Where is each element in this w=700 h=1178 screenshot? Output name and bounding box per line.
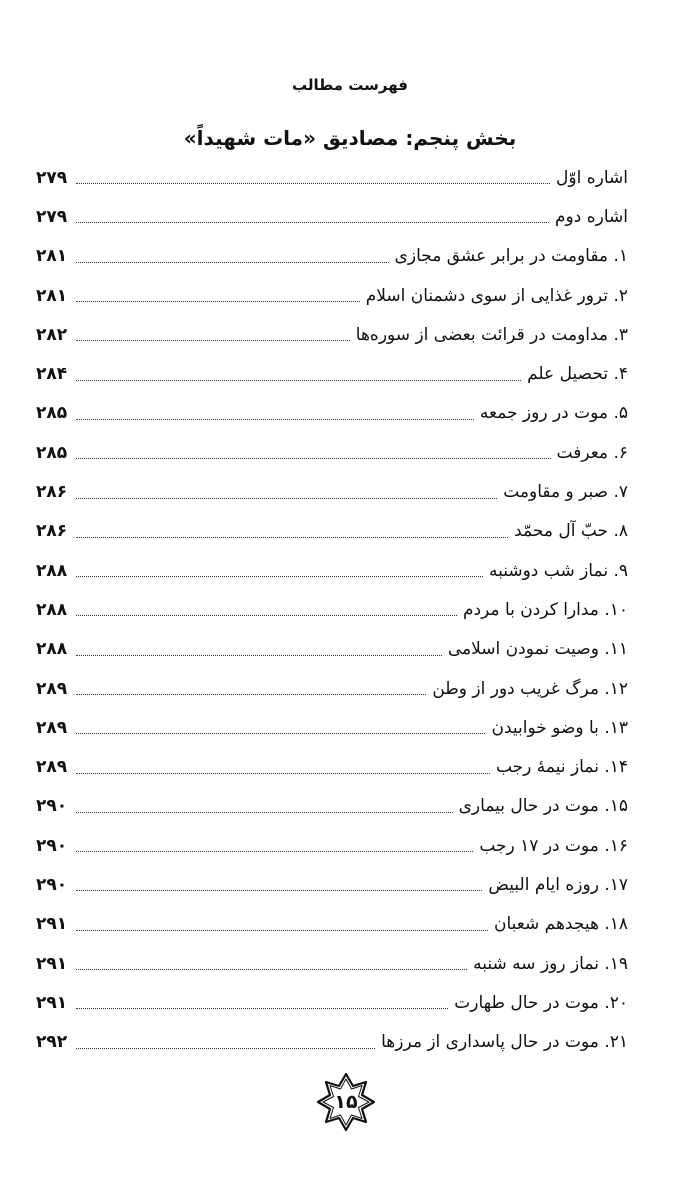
toc-dot-leader	[76, 812, 453, 813]
toc-entry	[36, 983, 628, 1022]
toc-entry-page: ۲۹۱	[36, 953, 68, 974]
toc-dot-leader	[76, 537, 508, 538]
toc-entry-title: ۱۲. مرگ غریب دور از وطن	[428, 679, 628, 699]
toc-entry	[36, 512, 628, 551]
toc-entry-page: ۲۸۹	[36, 757, 68, 778]
toc-entry	[36, 158, 628, 197]
toc-entry	[36, 747, 628, 786]
toc-entry-title: ۱۶. موت در ۱۷ رجب	[475, 836, 628, 856]
toc-entry-title: ۶. معرفت	[553, 443, 628, 463]
toc-entry-title: ۱۴. نماز نیمهٔ رجب	[492, 757, 628, 777]
toc-entry-page: ۲۸۴	[36, 364, 68, 385]
toc-dot-leader	[76, 340, 350, 341]
toc-entry-title: ۸. حبّ آل محمّد	[510, 521, 628, 541]
toc-dot-leader	[76, 655, 442, 656]
toc-dot-leader	[76, 969, 467, 970]
toc-entry-title: ۱۳. با وضو خوابیدن	[487, 718, 628, 738]
toc-entry-title: ۵. موت در روز جمعه	[476, 403, 628, 423]
toc-dot-leader	[76, 890, 482, 891]
toc-entry-page: ۲۸۵	[36, 403, 68, 424]
toc-entry	[36, 865, 628, 904]
toc-entry-title: ۴. تحصیل علم	[523, 364, 628, 384]
toc-entry-title: اشاره اوّل	[552, 168, 628, 188]
toc-entry	[36, 354, 628, 393]
toc-entry-page: ۲۷۹	[36, 206, 68, 227]
toc-dot-leader	[76, 1008, 448, 1009]
toc-entry-page: ۲۸۶	[36, 521, 68, 542]
toc-entry-page: ۲۸۱	[36, 285, 68, 306]
toc-dot-leader	[76, 301, 360, 302]
page-number: ۱۵	[334, 1091, 358, 1113]
toc-entry	[36, 1023, 628, 1062]
toc-entry	[36, 669, 628, 708]
toc-entry-title: اشاره دوم	[551, 207, 628, 227]
toc-entry	[36, 708, 628, 747]
toc-entry	[36, 394, 628, 433]
page-number-ornament	[314, 1070, 378, 1134]
toc-entry-title: ۱۱. وصیت نمودن اسلامی	[444, 639, 628, 659]
toc-entry	[36, 905, 628, 944]
toc-entry-page: ۲۹۰	[36, 796, 68, 817]
toc-entry-page: ۲۸۲	[36, 324, 68, 345]
toc-entry-page: ۲۸۱	[36, 246, 68, 267]
toc-dot-leader	[76, 458, 551, 459]
toc-entry-title: ۱۵. موت در حال بیماری	[455, 796, 628, 816]
toc-entry-title: ۲۱. موت در حال پاسداری از مرزها	[377, 1032, 628, 1052]
toc-entry	[36, 276, 628, 315]
toc-entry-page: ۲۹۱	[36, 992, 68, 1013]
toc-entry-title: ۹. نماز شب دوشنبه	[485, 561, 628, 581]
toc-entry	[36, 944, 628, 983]
toc-entry	[36, 197, 628, 236]
toc-entry-title: ۳. مداومت در قرائت بعضی از سوره‌ها	[352, 325, 628, 345]
toc-entry-page: ۲۹۲	[36, 1032, 68, 1053]
toc-entry	[36, 551, 628, 590]
table-of-contents	[36, 158, 628, 1062]
toc-entry-title: ۲۰. موت در حال طهارت	[450, 993, 628, 1013]
toc-entry-page: ۲۸۸	[36, 599, 68, 620]
toc-dot-leader	[76, 576, 483, 577]
toc-entry	[36, 315, 628, 354]
toc-entry-page: ۲۹۱	[36, 914, 68, 935]
toc-entry-page: ۲۸۸	[36, 639, 68, 660]
toc-dot-leader	[76, 930, 488, 931]
toc-entry-page: ۲۹۰	[36, 835, 68, 856]
toc-dot-leader	[76, 222, 549, 223]
toc-entry	[36, 237, 628, 276]
toc-entry-page: ۲۷۹	[36, 167, 68, 188]
toc-entry-page: ۲۸۵	[36, 442, 68, 463]
toc-dot-leader	[76, 694, 426, 695]
toc-entry	[36, 433, 628, 472]
toc-dot-leader	[76, 419, 474, 420]
toc-dot-leader	[76, 733, 485, 734]
toc-entry-page: ۲۸۶	[36, 482, 68, 503]
toc-entry-title: ۱۷. روزه ایام البیض	[484, 875, 628, 895]
toc-dot-leader	[76, 498, 497, 499]
toc-dot-leader	[76, 773, 490, 774]
toc-dot-leader	[76, 851, 473, 852]
toc-entry-page: ۲۸۸	[36, 560, 68, 581]
toc-dot-leader	[76, 380, 521, 381]
toc-dot-leader	[76, 262, 389, 263]
toc-dot-leader	[76, 615, 457, 616]
toc-entry	[36, 590, 628, 629]
toc-entry-title: ۷. صبر و مقاومت	[499, 482, 628, 502]
toc-entry-page: ۲۹۰	[36, 874, 68, 895]
toc-dot-leader	[76, 183, 550, 184]
toc-entry-title: ۱۸. هیجدهم شعبان	[490, 914, 628, 934]
toc-entry-title: ۲. ترور غذایی از سوی دشمنان اسلام	[362, 286, 628, 306]
toc-entry	[36, 826, 628, 865]
running-header-title: فهرست مطالب	[292, 76, 408, 94]
toc-dot-leader	[76, 1048, 375, 1049]
toc-entry-page: ۲۸۹	[36, 717, 68, 738]
toc-entry	[36, 787, 628, 826]
toc-entry	[36, 472, 628, 511]
toc-entry-title: ۱. مقاومت در برابر عشق مجازی	[391, 246, 628, 266]
toc-entry-title: ۱۰. مدارا کردن با مردم	[459, 600, 628, 620]
toc-entry	[36, 630, 628, 669]
toc-entry-page: ۲۸۹	[36, 678, 68, 699]
section-title: بخش پنجم: مصادیق «مات شهیداً»	[183, 126, 517, 150]
toc-entry-title: ۱۹. نماز روز سه شنبه	[469, 954, 628, 974]
